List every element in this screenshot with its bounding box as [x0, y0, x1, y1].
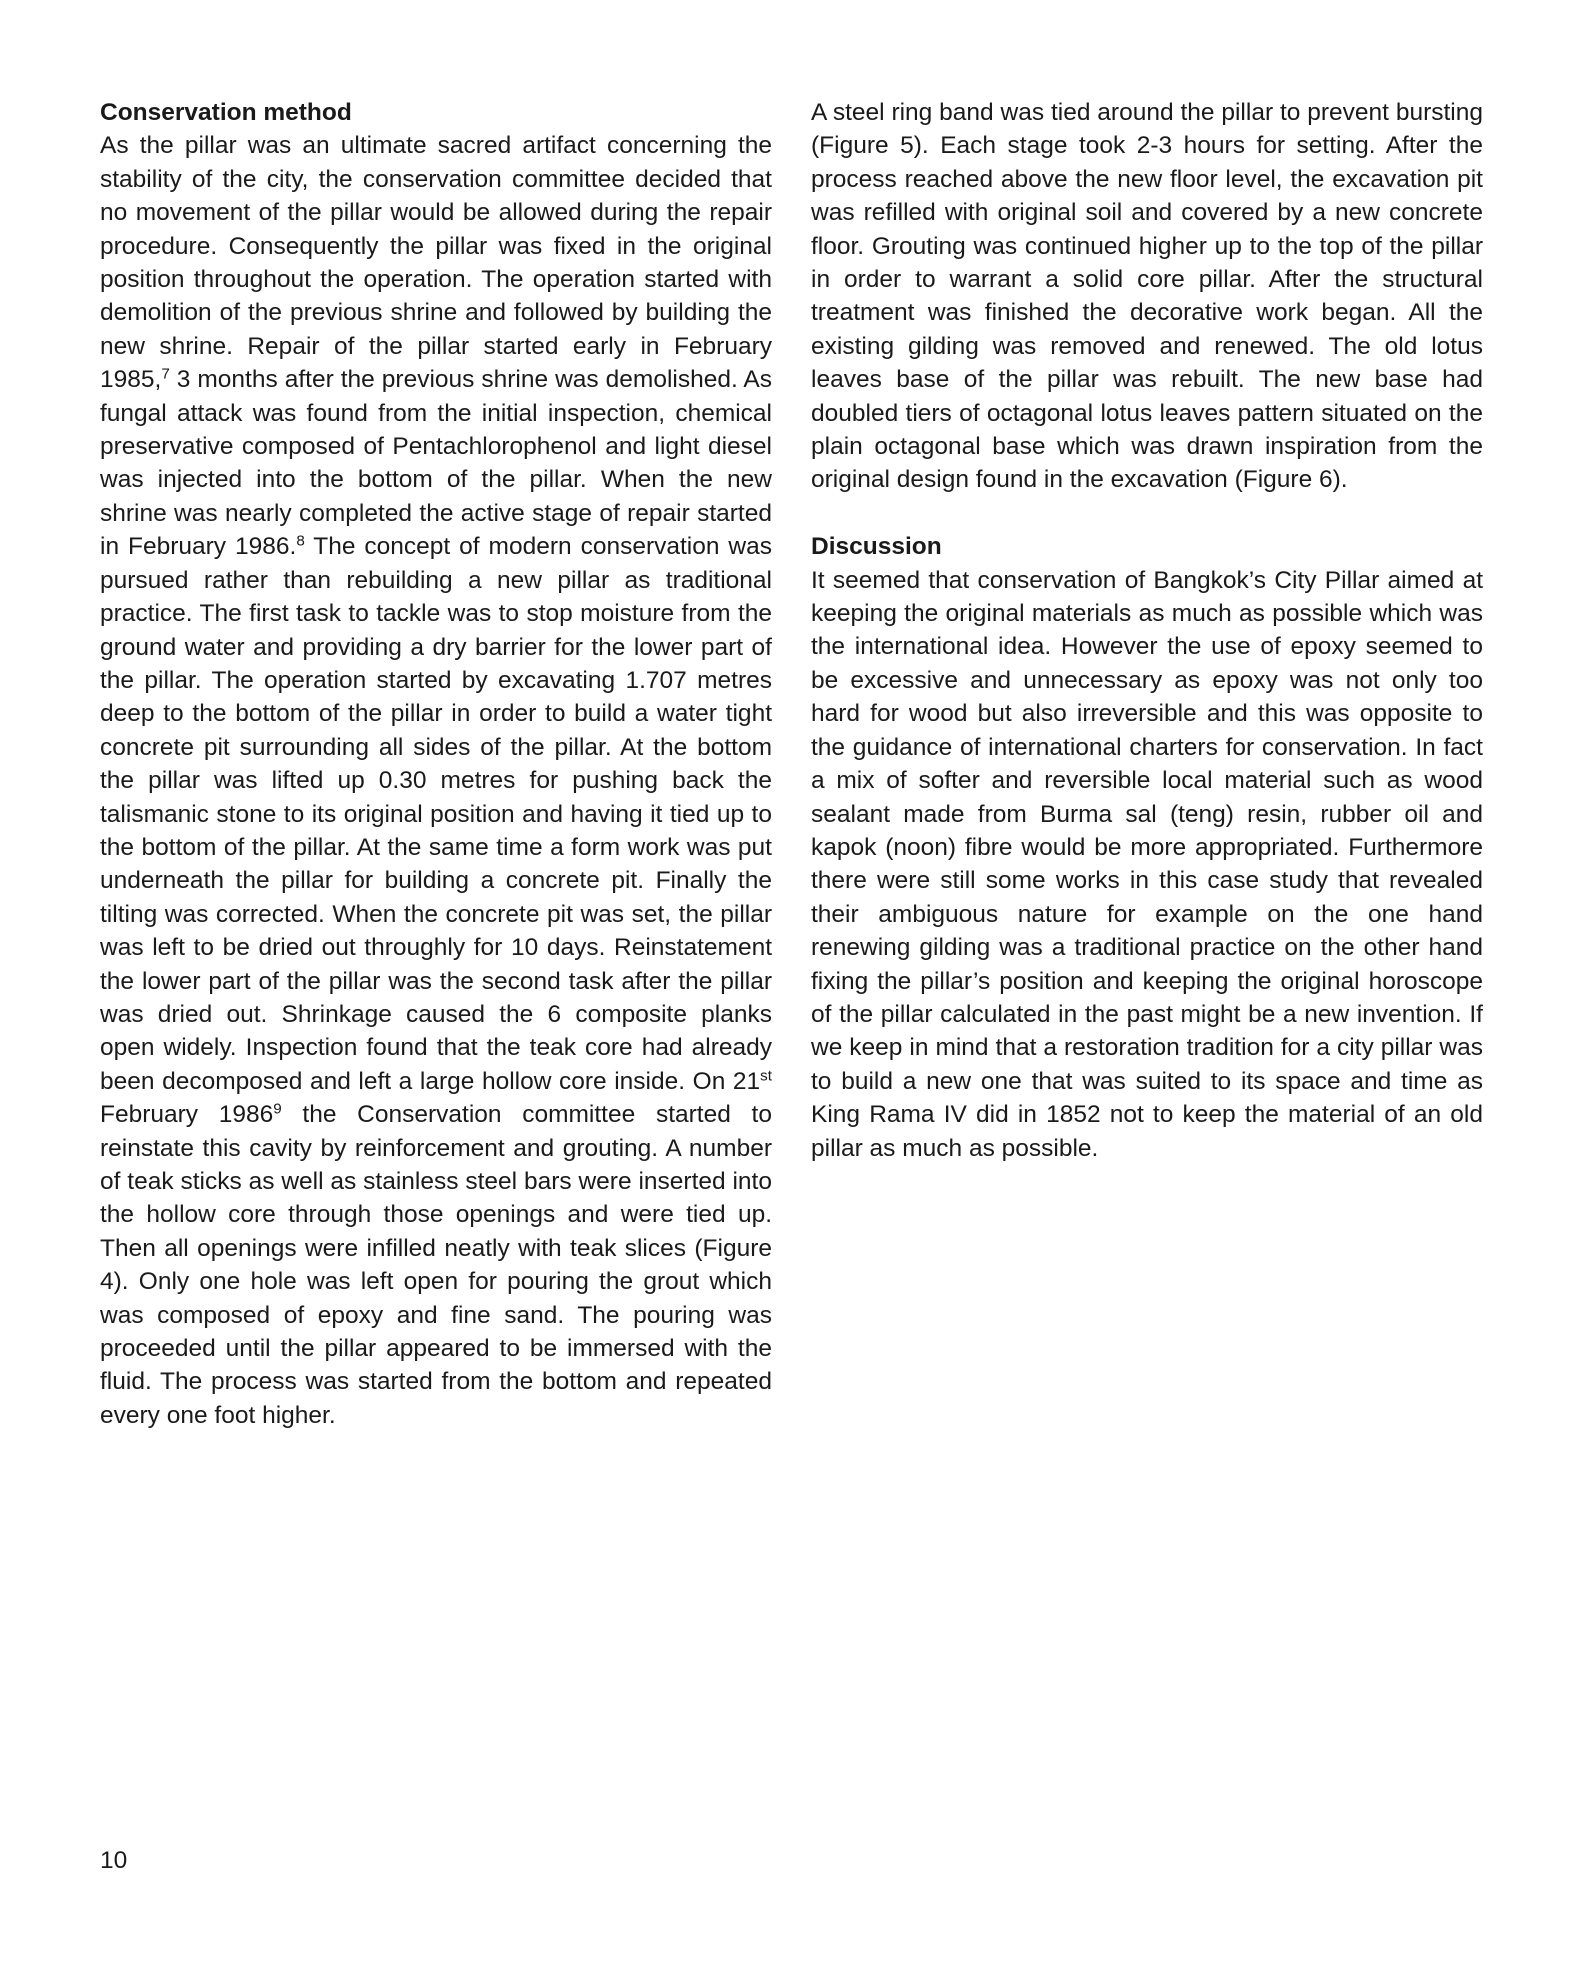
right-column — [811, 96, 1483, 1165]
ordinal-suffix: st — [760, 1067, 772, 1085]
left-column — [100, 96, 772, 1432]
paragraph-text: the Conservation committee started to reinstate this cavity by reinforcement and grouting. A number of teak sticks as well as stainless steel bars were inserted into the hollow core through those openings and were tied up. Then all openings were infilled neatly with teak slices (Figure 4). Only one hole was left open for pouring the grout which was composed of epoxy and fine sand. The pouring was proceeded until the pillar appeared to be immersed with the fluid. The process was started from the bottom and repeated every one foot higher. — [100, 1101, 772, 1429]
discussion-paragraph: It seemed that conservation of Bangkok’s City Pillar aimed at keeping the original materials as much as possible which was the international idea. However the use of epoxy seemed to be excessive and unnecessary as epoxy was not only too hard for wood but also irreversible and this was opposite to the guidance of international charters for conservation. In fact a mix of softer and reversible local material such as wood sealant made from Burma sal (teng) resin, rubber oil and kapok (noon) fibre would be more appropriated. Furthermore there were still some works in this case study that revealed their ambiguous nature for example on the one hand renewing gilding was a traditional practice on the other hand fixing the pillar’s position and keeping the original horoscope of the pillar calculated in the past might be a new invention. If we keep in mind that a restoration tradition for a city pillar was to build a new one that was suited to its space and time as King Rama IV did in 1852 not to keep the material of an old pillar as much as possible. — [811, 566, 1483, 1162]
paragraph-spacer — [811, 497, 1483, 530]
paragraph-text: The concept of modern conservation was pursued rather than rebuilding a new pillar as traditional practice. The first task to tackle was to stop moisture from the ground water and providing a dry barrier for the lower part of the pillar. The operation started by excavating 1.707 metres deep to the bottom of the pillar in order to build a water tight concrete pit surrounding all sides of the pillar. At the bottom the pillar was lifted up 0.30 metres for pushing back the talismanic stone to its original position and having it tied up to the bottom of the pillar. At the same time a form work was put underneath the pillar for building a concrete pit. Finally the tilting was corrected. When the concrete pit was set, the pillar was left to be dried out throughly for 10 days. Reinstatement the lower part of the pillar was the second task after the pillar was dried out. Shrinkage caused the 6 composite planks open widely. Inspection found that the teak core had already been decomposed and left a large hollow core inside. On 21 — [100, 533, 772, 1095]
paragraph-text: 3 months after the previous shrine was demolished. As fungal attack was found from the initial inspection, chemical preservative composed of Pentachlorophenol and light diesel was injected into the bottom of the pillar. When the new shrine was nearly completed the active stage of repair started in February 1986. — [100, 366, 772, 561]
footnote-marker-9: 9 — [273, 1100, 282, 1118]
paragraph-text: February 1986 — [100, 1101, 274, 1129]
paragraph-text: As the pillar was an ultimate sacred artifact concerning the stability of the city, the conservation committee decided that no movement of the pillar would be allowed during the repair procedure. Consequently the pillar was fixed in the original position throughout the operation. The operation started with demolition of the previous shrine and followed by building the new shrine. Repair of the pillar started early in February 1985, — [100, 132, 772, 394]
conservation-method-continued-paragraph: A steel ring band was tied around the pillar to prevent bursting (Figure 5). Each stage took 2-3 hours for setting. After the process reached above the new floor level, the excavation pit was refilled with original soil and covered by a new concrete floor. Grouting was continued higher up to the top of the pillar in order to warrant a solid core pillar. After the structural treatment was finished the decorative work began. All the existing gilding was removed and renewed. The old lotus leaves base of the pillar was rebuilt. The new base had doubled tiers of octagonal lotus leaves pattern situated on the plain octagonal base which was drawn inspiration from the original design found in the excavation (Figure 6). — [811, 99, 1483, 494]
page-number: 10 — [100, 1847, 128, 1874]
section-heading-discussion: Discussion — [811, 533, 942, 561]
footnote-marker-7: 7 — [161, 365, 170, 383]
footnote-marker-8: 8 — [296, 532, 305, 550]
conservation-method-paragraph — [100, 129, 772, 1432]
section-heading-conservation-method: Conservation method — [100, 99, 352, 126]
